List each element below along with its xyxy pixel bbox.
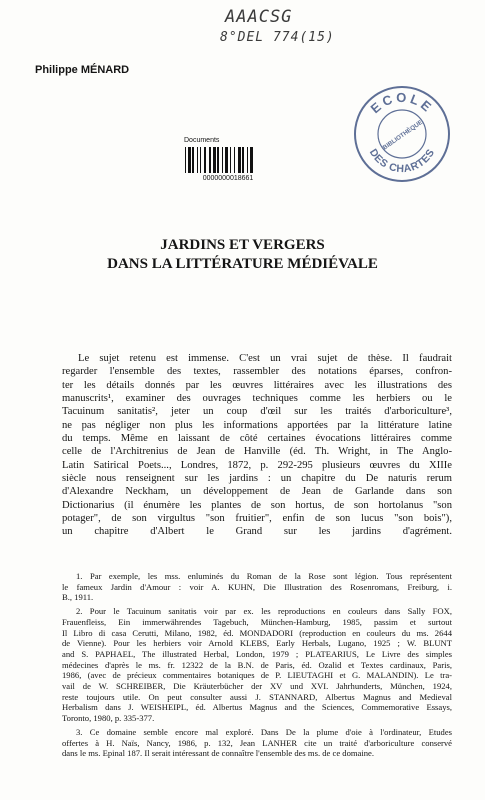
stamp-center-text: BIBLIOTHÈQUE <box>381 118 425 152</box>
barcode-number: 0000000018661 <box>202 175 254 182</box>
stamp-bottom-text: DES CHARTES <box>366 146 438 176</box>
body-line: celle de l'Architrenius de Jean de Hanville (éd. Th. Wright, in The Anglo- <box>62 446 452 458</box>
footnote-1 <box>62 571 452 603</box>
footnotes <box>62 571 452 759</box>
barcode-bar <box>197 147 198 173</box>
author-name: Philippe MÉNARD <box>35 64 130 76</box>
body-line: siècle nous renseignent sur les jardins : un chapitre du De naturis rerum <box>62 473 452 485</box>
body-line: du temps. Même en laissant de côté certaines évocations littéraires comme <box>62 433 452 445</box>
handwritten-shelfmark-line1: AAACSG <box>225 7 293 27</box>
footnote-line: offertes à H. Naïs, Nancy, 1986, p. 132, Jean LANHER cite un traité d'arboriculture conservé <box>62 737 452 748</box>
body-paragraph <box>62 352 452 539</box>
footnote-line: and S. PAPHAEL, The illustrated Herbal, London, 1979 ; PLATEARIUS, Le Livre des simples <box>62 648 452 659</box>
body-line: Dictionarius (il énumère les plantes de son hortus, de son hortolanus "son <box>62 499 452 511</box>
body-line: regarder l'ensemble des textes, rassembler des notations éparses, confron- <box>62 366 452 378</box>
barcode-bar <box>234 147 235 173</box>
footnote-line: Frauenfleiss, Ein immerwährendes Tagebuch, München-Hamburg, 1985, passim et surtout <box>62 616 452 627</box>
barcode-bar <box>230 147 231 173</box>
footnote-2 <box>62 606 452 724</box>
barcode-bar <box>225 147 228 173</box>
footnote-line: de Vienne). Pour les herbiers voir Arnold KLEBS, Early Herbals, Lugano, 1925 ; W. BLUNT <box>62 638 452 649</box>
footnote-line: Toronto, 1980, p. 335-377. <box>62 713 155 724</box>
body-line: Tacuinum sanitatis², jeter un coup d'œil sur les traités d'arboriculture³, <box>62 406 452 418</box>
handwritten-shelfmark-line2: 8°DEL 774(15) <box>220 30 335 45</box>
body-line: ne pas négliger non plus les informations apportées par la littérature latine <box>62 419 452 431</box>
article-title <box>0 236 485 274</box>
footnote-line: B., 1911. <box>62 592 94 603</box>
svg-text:DES CHARTES <box>367 147 437 175</box>
title-line-1: JARDINS ET VERGERS <box>160 237 325 253</box>
footnote-line: 1. Par exemple, les mss. enluminés du Roman de la Rose sont légion. Tous représentent <box>76 571 452 581</box>
barcode-bar <box>238 147 241 173</box>
footnote-line: dans le ms. Epinal 187. Il serait intéressant de connaître l'ensemble des ms. de ce domaine. <box>62 748 375 759</box>
barcode-caption: Documents <box>184 137 220 144</box>
footnote-line: médecines d'après le ms. fr. 12322 de la B.N. de Paris, éd. Ozalid et Textes cardinaux, Paris, <box>62 659 452 670</box>
barcode-bar <box>188 147 191 173</box>
barcode-bar <box>209 147 211 173</box>
title-line-2: DANS LA LITTÉRATURE MÉDIÉVALE <box>107 256 378 272</box>
footnote-3 <box>62 727 452 759</box>
barcode-bar <box>247 147 248 173</box>
barcode-label-block <box>184 137 272 182</box>
body-line: Latin Satirical Poets..., Londres, 1872, p. 292-295 plusieurs œuvres du XIIIe <box>62 459 452 471</box>
footnote-line: 2. Pour le Tacuinum sanitatis voir par ex. les reproductions en couleurs dans Sally FOX, <box>76 606 452 617</box>
stamp-top-text: ECOLE <box>367 89 437 117</box>
body-line: manuscrits¹, examiner des ouvrages techniques comme les herbiers ou le <box>62 393 452 405</box>
footnote-line: 3. Ce domaine semble encore mal exploré. Dans De la plume d'oie à l'ordinateur, Etudes <box>76 726 452 737</box>
footnote-line: Herbalism dans J. WEISHEIPL, éd. Albertus Magnus and the Sciences, Commemorative Essays, <box>62 702 452 713</box>
barcode-bar <box>250 147 253 173</box>
body-line: potager", de son virgultus "son fruitier", enfin de son lucus "son bois"), <box>62 513 452 525</box>
library-stamp <box>352 84 452 184</box>
footnote-line: reste toujours utile. On peut consulter aussi J. STANNARD, Albertus Magnus and Medieval <box>62 691 452 702</box>
barcode-bar <box>200 147 201 173</box>
footnote-line: le fameux Jardin d'Amour : voir A. KUHN, Die Illustration des Rosenromans, Freiburg, i. <box>62 581 452 592</box>
barcode-bar <box>222 147 223 173</box>
footnote-line: Il Libro di casa Cerutti, Milano, 1982, éd. MONDADORI (reproduction en couleurs du ms. 2644 <box>62 627 452 638</box>
barcode-bar <box>217 147 219 173</box>
body-line: ter les détails donnés par les œuvres littéraires avec les illustrations des <box>62 379 452 391</box>
barcode-bar <box>192 147 194 173</box>
footnote-line: vail de W. SCHREIBER, Die Kräuterbücher der XV und XVI. Jahrhunderts, München, 1924, <box>62 681 452 692</box>
barcode-bar <box>242 147 244 173</box>
body-line: d'Alexandre Neckham, un développement de Jean de Garlande dans son <box>62 486 452 498</box>
barcode-bar <box>185 147 186 173</box>
barcode-bar <box>204 147 206 173</box>
footnote-line: 1986, (avec de précieux commentaires botaniques de P. LIEUTAGHI et G. MALANDIN). Le tra- <box>62 670 452 681</box>
body-line: Le sujet retenu est immense. C'est un vrai sujet de thèse. Il faudrait <box>78 353 452 364</box>
barcode-bar <box>213 147 216 173</box>
body-line: un chapitre d'Albert le Grand sur les jardins d'agrément. <box>62 526 452 538</box>
barcode <box>184 147 272 173</box>
